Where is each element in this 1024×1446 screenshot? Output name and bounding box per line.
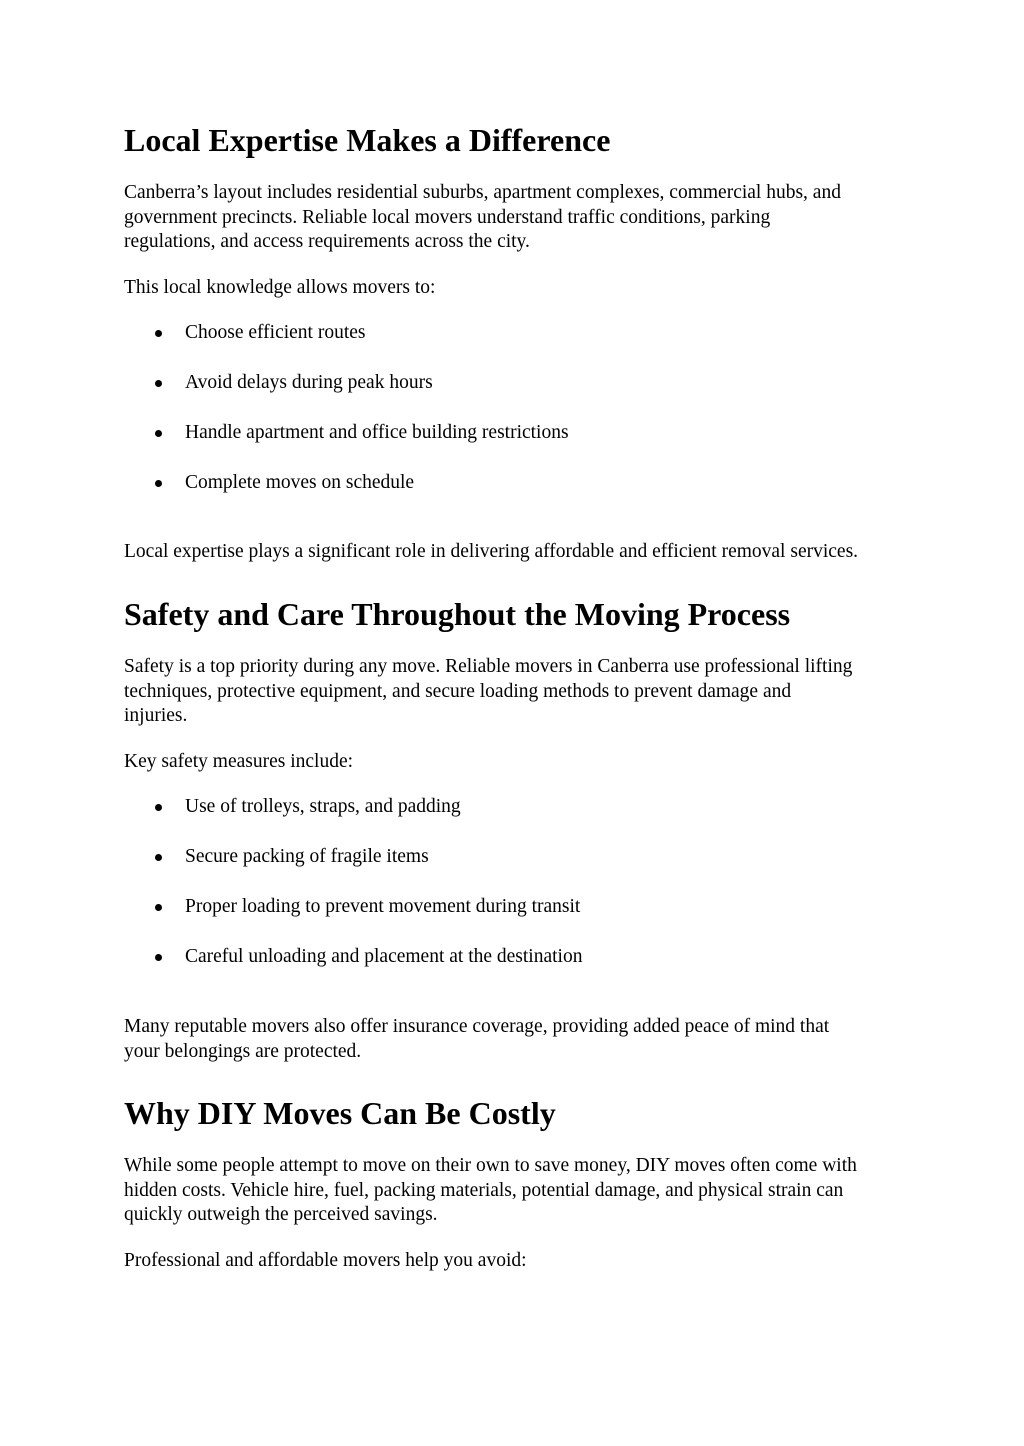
paragraph-line: your belongings are protected. [124, 1041, 362, 1062]
list-item-text: Careful unloading and placement at the destination [185, 946, 583, 967]
list-item-text: Proper loading to prevent movement during transit [185, 896, 581, 917]
list-item-text: Choose efficient routes [185, 322, 366, 343]
paragraph-line: regulations, and access requirements across the city. [124, 231, 530, 252]
paragraph-line: Canberra’s layout includes residential suburbs, apartment complexes, commercial hubs, and [124, 182, 841, 203]
list-item-text: Handle apartment and office building restrictions [185, 422, 569, 443]
paragraph-line: techniques, protective equipment, and secure loading methods to prevent damage and [124, 681, 792, 702]
paragraph-line: While some people attempt to move on their own to save money, DIY moves often come with [124, 1155, 857, 1176]
bullet-icon [155, 804, 162, 811]
list-intro: Professional and affordable movers help you avoid: [124, 1250, 527, 1271]
section-heading: Why DIY Moves Can Be Costly [124, 1095, 556, 1131]
list-item-text: Complete moves on schedule [185, 472, 415, 493]
section-heading: Safety and Care Throughout the Moving Process [124, 596, 791, 632]
list-item-text: Avoid delays during peak hours [185, 372, 433, 393]
bullet-icon [155, 330, 162, 337]
list-intro: This local knowledge allows movers to: [124, 277, 436, 298]
bullet-icon [155, 480, 162, 487]
paragraph-line: injuries. [124, 705, 188, 726]
list-intro: Key safety measures include: [124, 751, 354, 772]
paragraph-line: hidden costs. Vehicle hire, fuel, packing materials, potential damage, and physical strain can [124, 1180, 844, 1201]
list-item-text: Use of trolleys, straps, and padding [185, 796, 461, 817]
paragraph-line: Local expertise plays a significant role in delivering affordable and efficient removal services. [124, 541, 859, 562]
bullet-icon [155, 854, 162, 861]
paragraph-line: government precincts. Reliable local movers understand traffic conditions, parking [124, 207, 771, 228]
bullet-icon [155, 380, 162, 387]
paragraph-line: Safety is a top priority during any move. Reliable movers in Canberra use professional lifting [124, 656, 853, 677]
section-heading: Local Expertise Makes a Difference [124, 122, 611, 158]
paragraph-line: Many reputable movers also offer insurance coverage, providing added peace of mind that [124, 1016, 830, 1037]
list-item-text: Secure packing of fragile items [185, 846, 429, 867]
bullet-icon [155, 954, 162, 961]
bullet-icon [155, 904, 162, 911]
paragraph-line: quickly outweigh the perceived savings. [124, 1204, 438, 1225]
bullet-icon [155, 430, 162, 437]
